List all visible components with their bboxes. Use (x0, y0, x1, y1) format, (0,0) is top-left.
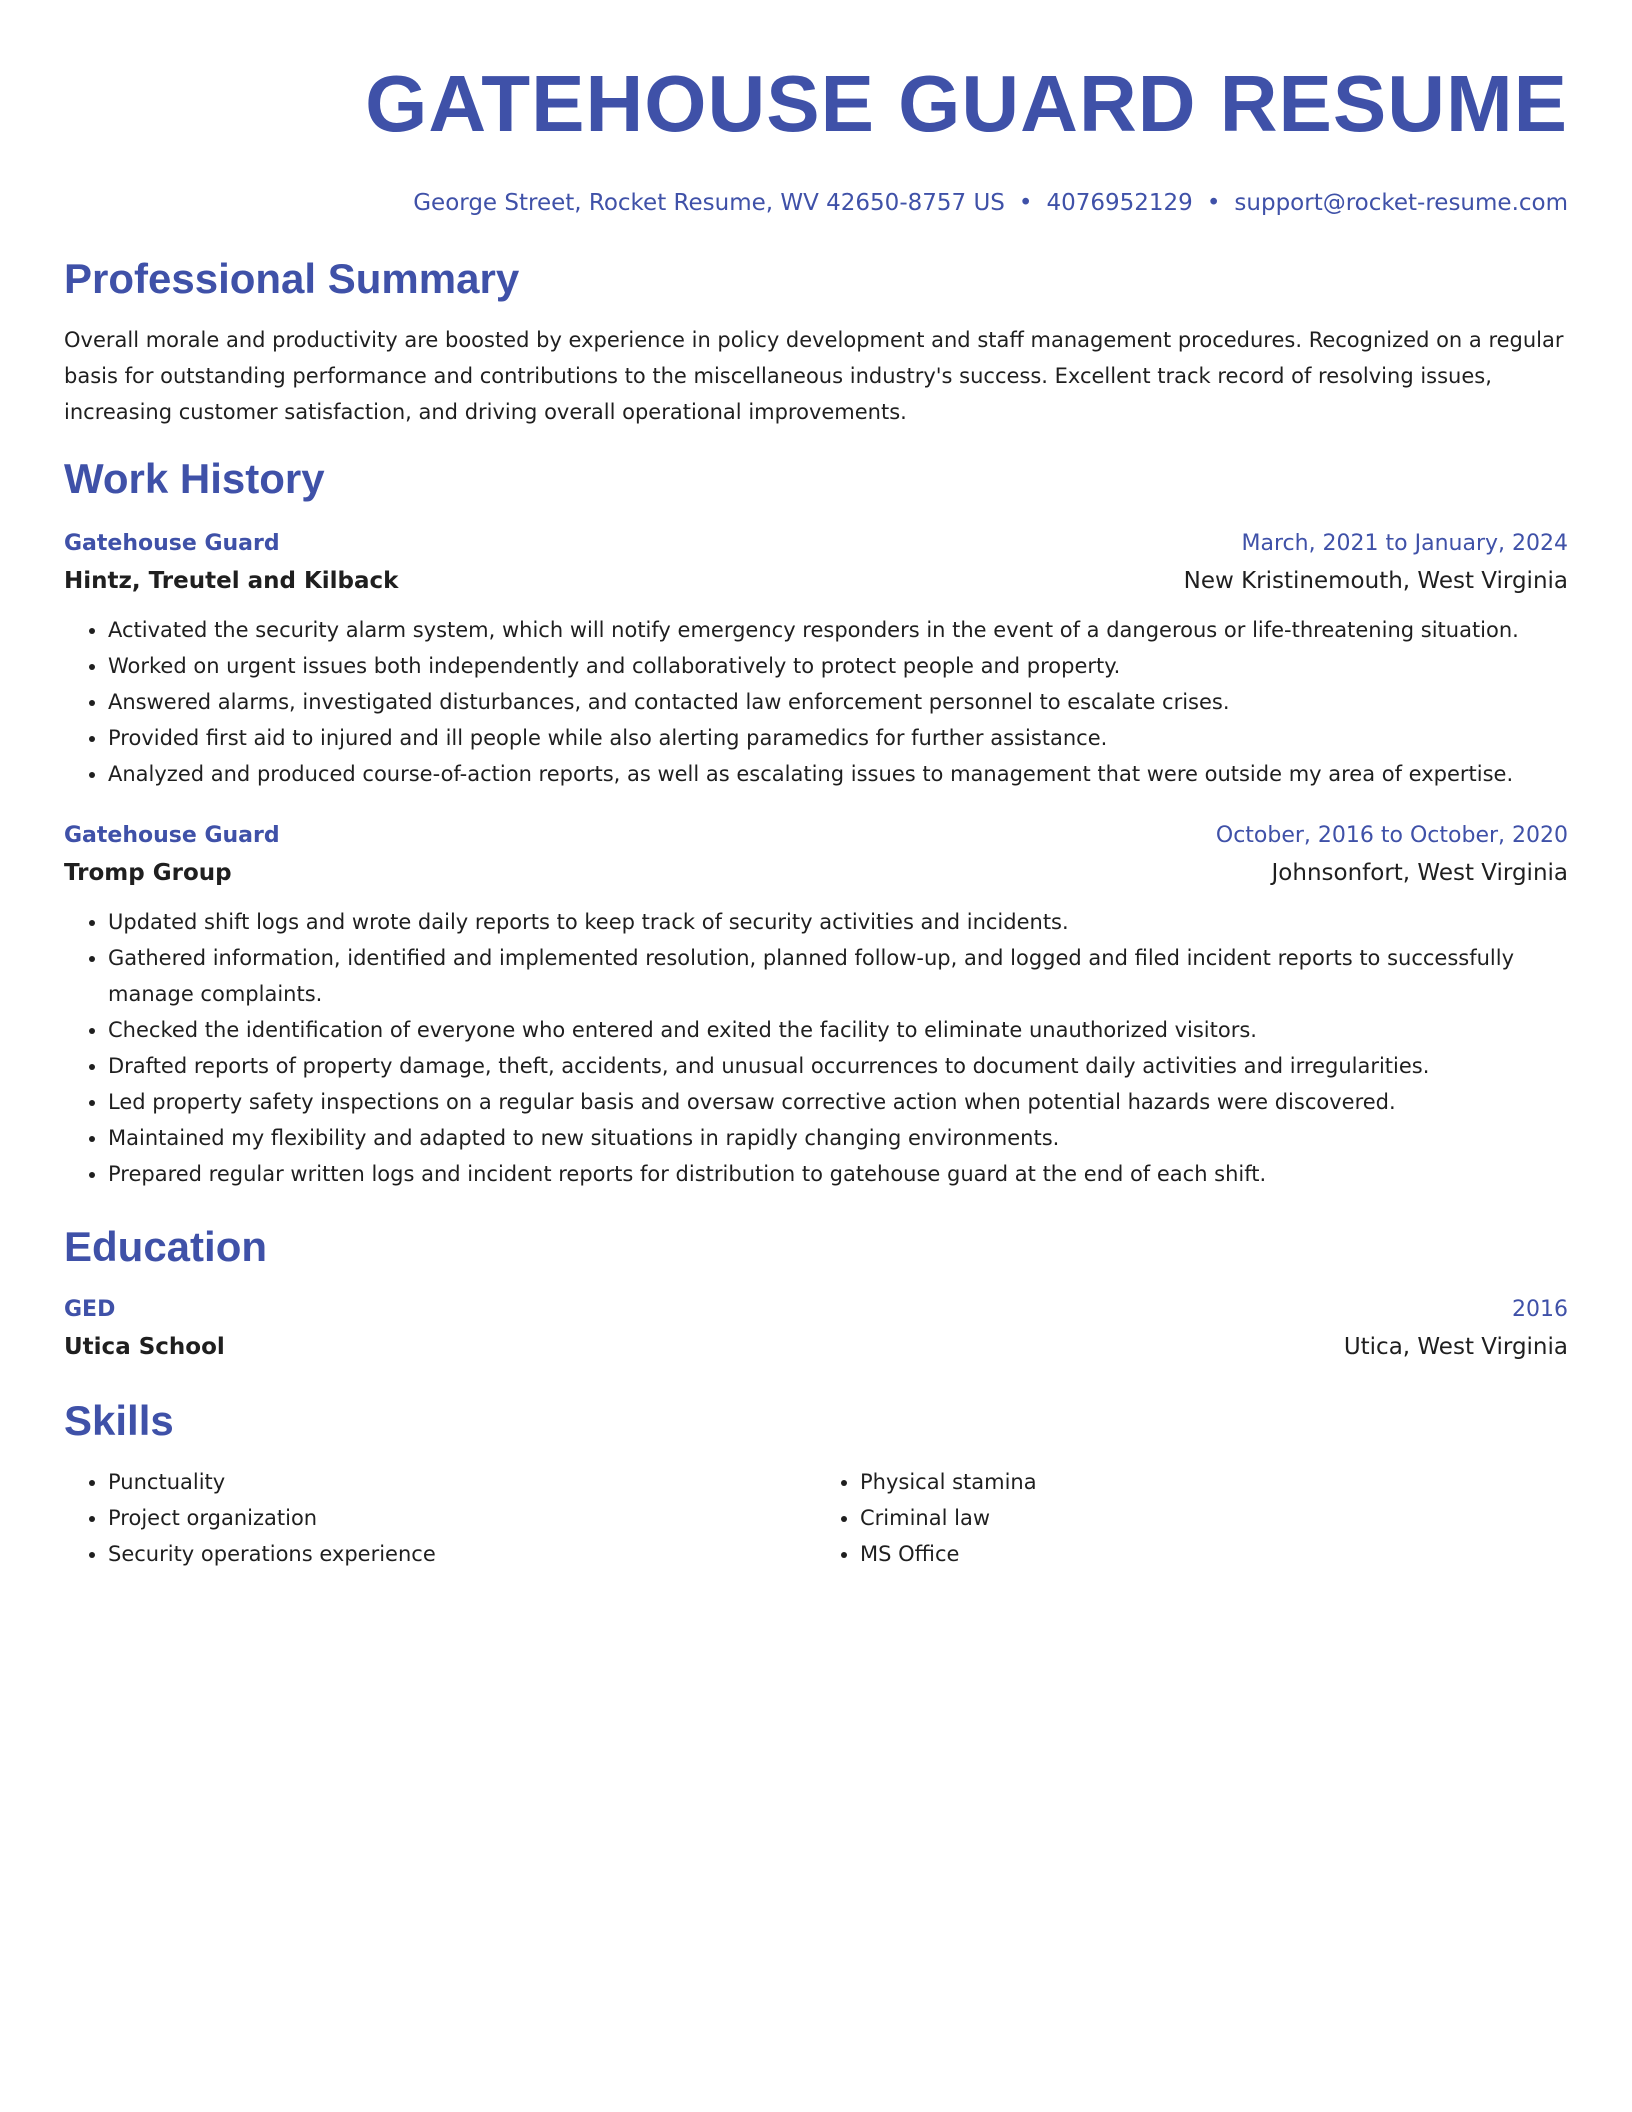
job-bullet: • Maintained my flexibility and adapted to new situations in rapidly changing environments. (108, 1120, 1568, 1156)
skill-item: • Project organization (108, 1500, 816, 1536)
contact-separator: • (1018, 190, 1033, 216)
contact-line (64, 188, 1568, 218)
skills-list-right (816, 1464, 1568, 1572)
skills-columns (64, 1464, 1568, 1572)
resume-title: GATEHOUSE GUARD RESUME (365, 59, 1568, 148)
education-heading: Education (64, 1223, 268, 1270)
education-entry (64, 1292, 1568, 1366)
job-dates: March, 2021 to January, 2024 (1241, 531, 1568, 556)
job-entry (64, 526, 1568, 792)
job-bullet: • Updated shift logs and wrote daily reports to keep track of security activities and incidents. (108, 904, 1568, 940)
work-history-heading: Work History (64, 455, 325, 502)
education-degree: GED (64, 1297, 116, 1322)
job-bullet: • Answered alarms, investigated disturbances, and contacted law enforcement personnel to escalate crises. (108, 684, 1568, 720)
contact-email: support@rocket-resume.com (1234, 190, 1568, 216)
skills-list-left (64, 1464, 816, 1572)
job-bullet-list (64, 612, 1568, 792)
job-dates: October, 2016 to October, 2020 (1215, 823, 1568, 848)
resume-header (64, 56, 1568, 218)
job-location: New Kristinemouth, West Virginia (1183, 568, 1568, 594)
contact-phone: 4076952129 (1046, 190, 1193, 216)
contact-address: George Street, Rocket Resume, WV 42650-8757 US (413, 190, 1005, 216)
education-school: Utica School (64, 1334, 225, 1360)
job-employer: Hintz, Treutel and Kilback (64, 568, 399, 594)
summary-text: Overall morale and productivity are boosted by experience in policy development and staff management procedures. Recognized on a regular basis for outstanding performance and contributions to the miscellaneous industry's success. Excellent track record of resolving issues, increasing customer satisfaction, and driving overall operational improvements. (64, 328, 1564, 424)
job-employer: Tromp Group (64, 860, 232, 886)
skill-item: • Criminal law (860, 1500, 1568, 1536)
job-bullet: • Led property safety inspections on a regular basis and oversaw corrective action when potential hazards were discovered. (108, 1084, 1568, 1120)
job-bullet: • Checked the identification of everyone who entered and exited the facility to eliminate unauthorized visitors. (108, 1012, 1568, 1048)
skill-item: • Security operations experience (108, 1536, 816, 1572)
job-title: Gatehouse Guard (64, 823, 280, 848)
skill-item: • Physical stamina (860, 1464, 1568, 1500)
job-bullet: • Analyzed and produced course-of-action reports, as well as escalating issues to management that were outside my area of expertise. (108, 756, 1568, 792)
job-bullet: • Worked on urgent issues both independently and collaboratively to protect people and property. (108, 648, 1568, 684)
education-year: 2016 (1512, 1297, 1568, 1322)
job-entry (64, 818, 1568, 1192)
job-title: Gatehouse Guard (64, 531, 280, 556)
skills-heading: Skills (64, 1397, 174, 1444)
contact-separator: • (1206, 190, 1221, 216)
skill-item: • MS Office (860, 1536, 1568, 1572)
job-bullet: • Activated the security alarm system, which will notify emergency responders in the event of a dangerous or life-threatening situation. (108, 612, 1568, 648)
education-location: Utica, West Virginia (1343, 1334, 1568, 1360)
job-bullet: • Prepared regular written logs and incident reports for distribution to gatehouse guard at the end of each shift. (108, 1156, 1568, 1192)
job-bullet: • Provided first aid to injured and ill people while also alerting paramedics for further assistance. (108, 720, 1568, 756)
skill-item: • Punctuality (108, 1464, 816, 1500)
job-bullet-list (64, 904, 1568, 1192)
summary-heading: Professional Summary (64, 255, 520, 302)
job-bullet: • Drafted reports of property damage, theft, accidents, and unusual occurrences to document daily activities and irregularities. (108, 1048, 1568, 1084)
job-location: Johnsonfort, West Virginia (1271, 860, 1568, 886)
job-bullet: • Gathered information, identified and implemented resolution, planned follow-up, and logged and filed incident reports to successfully manage complaints. (108, 940, 1568, 1012)
